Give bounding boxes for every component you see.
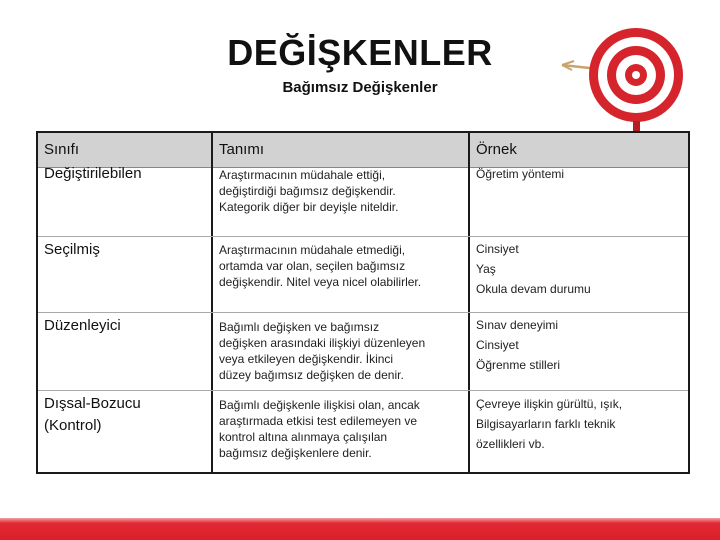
row-divider [38,312,688,313]
header-tanimi: Tanımı [219,141,265,158]
row-2-tanimi: Araştırmacının müdahale etmediği, ortamda var olan, seçilen bağımsız değişkendir. Nitel veya nicel olabilirler. [219,243,422,289]
row-1-ornek: Öğretim yöntemi [476,167,565,181]
row-4-ornek: Çevreye ilişkin gürültü, ışık, Bilgisayarların farklı teknik özellikleri vb. [476,397,623,451]
bullseye-target-icon [560,25,715,135]
row-2-sinifi: Seçilmiş [44,241,100,258]
header-ornek: Örnek [476,141,517,158]
column-divider [211,133,213,472]
row-3-sinifi: Düzenleyici [44,317,121,334]
row-2-ornek: Cinsiyet Yaş Okula devam durumu [476,242,591,296]
row-3-ornek: Sınav deneyimi Cinsiyet Öğrenme stilleri [476,318,561,372]
header-sinifi: Sınıfı [44,141,80,158]
row-divider [38,236,688,237]
row-1-sinifi: Değiştirilebilen [44,165,142,182]
row-4-tanimi: Bağımlı değişkenle ilişkisi olan, ancak araştırmada etkisi test edilemeyen ve kontrol altına alınmaya çalışılan bağımsız değişkenlere denir. [219,398,420,460]
page-title: DEĞİŞKENLER [227,32,493,73]
page-subtitle: Bağımsız Değişkenler [282,79,438,96]
row-1-tanimi: Araştırmacının müdahale ettiği, değiştirdiği bağımsız değişkendir. Kategorik diğer bir deyişle niteldir. [219,168,399,214]
row-divider [38,390,688,391]
row-3-tanimi: Bağımlı değişken ve bağımsız değişken arasındaki ilişkiyi düzenleyen veya etkileyen değişkendir. İkinci düzey bağımsız değişken de denir. [219,320,426,382]
variables-table [36,131,690,474]
column-divider [468,133,470,472]
row-4-sinifi: Dışsal-Bozucu (Kontrol) [44,395,141,434]
footer-accent-bar [0,518,720,540]
